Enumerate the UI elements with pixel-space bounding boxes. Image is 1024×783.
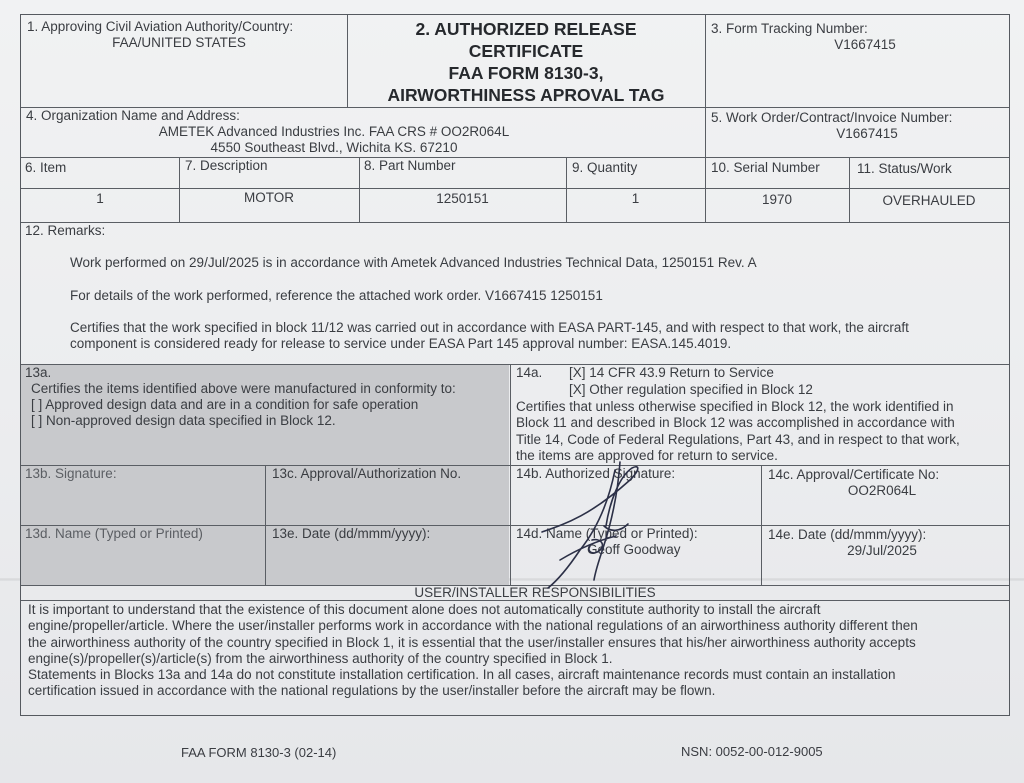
rule-v-13c xyxy=(265,465,266,585)
responsibilities-line-1: It is important to understand that the existence of this document alone does not automatically constitute authority to install the aircraft xyxy=(28,602,821,617)
responsibilities-text xyxy=(28,602,1006,700)
header-serial-number: 10. Serial Number xyxy=(711,160,820,175)
item-number: 1 xyxy=(96,191,104,206)
item-description: MOTOR xyxy=(244,190,294,205)
title-line-4: AIRWORTHINESS APROVAL TAG xyxy=(387,85,665,105)
approving-authority: FAA/UNITED STATES xyxy=(112,35,246,50)
rule-item-headers xyxy=(21,188,1009,189)
block-13b-label: 13b. Signature: xyxy=(25,466,117,481)
other-regulation-checkbox: [X] Other regulation specified in Block 12 xyxy=(569,382,813,397)
header-part-number: 8. Part Number xyxy=(364,158,456,173)
header-status-work: 11. Status/Work xyxy=(857,161,952,176)
responsibilities-line-6: certification issued in accordance with the national regulations by the user/installer before the aircraft may be flown. xyxy=(28,683,716,699)
block-14c-label: 14c. Approval/Certificate No: xyxy=(768,467,940,482)
header-description: 7. Description xyxy=(185,158,268,173)
responsibilities-title: USER/INSTALLER RESPONSIBILITIES xyxy=(414,585,656,600)
block-13c-label: 13c. Approval/Authorization No. xyxy=(272,466,462,481)
title-line-1: 2. AUTHORIZED RELEASE xyxy=(415,19,637,39)
signer-name: Geoff Goodway xyxy=(587,542,681,557)
rule-v-block1 xyxy=(347,15,348,107)
release-date: 29/Jul/2025 xyxy=(847,543,917,558)
block-1-label: 1. Approving Civil Aviation Authority/Country: xyxy=(27,19,294,34)
handwritten-signature xyxy=(520,440,720,590)
item-quantity: 1 xyxy=(631,191,640,206)
block-13a-approved-checkbox: [ ] Approved design data and are in a condition for safe operation xyxy=(31,397,419,412)
block-14a-text-3: Title 14, Code of Federal Regulations, Part 43, and in respect to that work, xyxy=(516,431,960,447)
rule-v-14c xyxy=(761,465,762,585)
block-5 xyxy=(711,110,1005,142)
responsibilities-line-4: engine(s)/propeller(s)/article(s) from the airworthiness authority of the country specified in Block 1. xyxy=(28,650,613,666)
block-13a-line-1: Certifies the items identified above were manufactured in conformity to: xyxy=(31,381,456,396)
org-name: AMETEK Advanced Industries Inc. FAA CRS # OO2R064L xyxy=(158,124,510,139)
block-14a-label: 14a. xyxy=(516,365,543,380)
remarks-line-2: For details of the work performed, reference the attached work order. V1667415 1250151 xyxy=(70,288,603,303)
rule-items xyxy=(21,222,1009,223)
block-13a-nonapproved-checkbox: [ ] Non-approved design data specified in Block 12. xyxy=(31,413,336,428)
block-13e-label: 13e. Date (dd/mmm/yyyy): xyxy=(272,526,431,541)
title-line-2: CERTIFICATE xyxy=(468,41,584,61)
remarks-line-3a: Certifies that the work specified in block 11/12 was carried out in accordance with EASA PART-145, and with respect to that work, the aircraft xyxy=(70,320,909,335)
rule-v-block3 xyxy=(705,15,706,107)
block-5-label: 5. Work Order/Contract/Invoice Number: xyxy=(711,110,953,125)
block-13a xyxy=(25,365,505,429)
form-8130-3 xyxy=(20,14,1010,716)
block-4 xyxy=(26,108,702,156)
rule-v-col11 xyxy=(849,157,850,222)
block-4-label: 4. Organization Name and Address: xyxy=(26,108,240,123)
remarks-line-1: Work performed on 29/Jul/2025 is in accordance with Ametek Advanced Industries Technical Data, 1250151 Rev. A xyxy=(70,255,757,270)
block-13a-label: 13a. xyxy=(25,365,52,380)
rule-v-col8 xyxy=(359,157,360,222)
footer-form-number: FAA FORM 8130-3 (02-14) xyxy=(181,745,337,760)
remarks-line-3b: component is considered ready for release to service under EASA Part 145 approval number: EASA.145.4019. xyxy=(70,336,732,351)
block-3-label: 3. Form Tracking Number: xyxy=(711,21,868,36)
work-order-number: V1667415 xyxy=(836,126,898,141)
block-1 xyxy=(27,19,343,51)
rule-v-col10 xyxy=(705,157,706,222)
block-14b-label: 14b. Authorized Signature: xyxy=(516,466,676,481)
certificate-number: OO2R064L xyxy=(847,483,917,498)
responsibilities-line-3: the airworthiness authority of the country specified in Block 1, it is essential that the user/installer ensures that his/her airworthiness authority accepts xyxy=(28,634,916,650)
block-14a-text-4: the items are approved for return to service. xyxy=(516,448,778,463)
header-quantity: 9. Quantity xyxy=(572,160,638,175)
rule-13a xyxy=(21,465,1009,466)
rule-v-13-14 xyxy=(510,364,511,585)
block-14e-label: 14e. Date (dd/mmm/yyyy): xyxy=(768,527,927,542)
block-14a-text-2: Block 11 and described in Block 12 was accomplished in accordance with xyxy=(516,415,955,430)
block-14c xyxy=(768,467,1006,499)
block-14a-text-1: Certifies that unless otherwise specified in Block 12, the work identified in xyxy=(516,398,954,414)
responsibilities-line-2: engine/propeller/article. Where the user/installer performs work in accordance with the national regulations of an airworthiness authority different then xyxy=(28,618,918,634)
cfr-43-9-checkbox: [X] 14 CFR 43.9 Return to Service xyxy=(569,365,774,380)
rule-v-block5 xyxy=(705,107,706,157)
rule-v-col9 xyxy=(566,157,567,222)
item-serial-number: 1970 xyxy=(761,192,793,207)
block-2-title xyxy=(351,18,701,106)
header-item: 6. Item xyxy=(25,160,67,175)
remarks-label: 12. Remarks: xyxy=(25,223,106,238)
item-status: OVERHAULED xyxy=(882,193,976,208)
block-3 xyxy=(711,21,1001,53)
block-14d-label: 14d. Name (Typed or Printed): xyxy=(516,526,698,541)
block-14e xyxy=(768,527,1006,559)
responsibilities-line-5: Statements in Blocks 13a and 14a do not constitute installation certification. In all cases, aircraft maintenance records must contain an installation xyxy=(28,667,896,683)
title-line-3: FAA FORM 8130-3, xyxy=(448,63,604,83)
item-part-number: 1250151 xyxy=(436,191,489,206)
footer-nsn: NSN: 0052-00-012-9005 xyxy=(681,744,823,759)
block-13d-label: 13d. Name (Typed or Printed) xyxy=(25,526,203,541)
org-address: 4550 Southeast Blvd., Wichita KS. 67210 xyxy=(210,140,458,155)
form-tracking-number: V1667415 xyxy=(834,37,896,52)
